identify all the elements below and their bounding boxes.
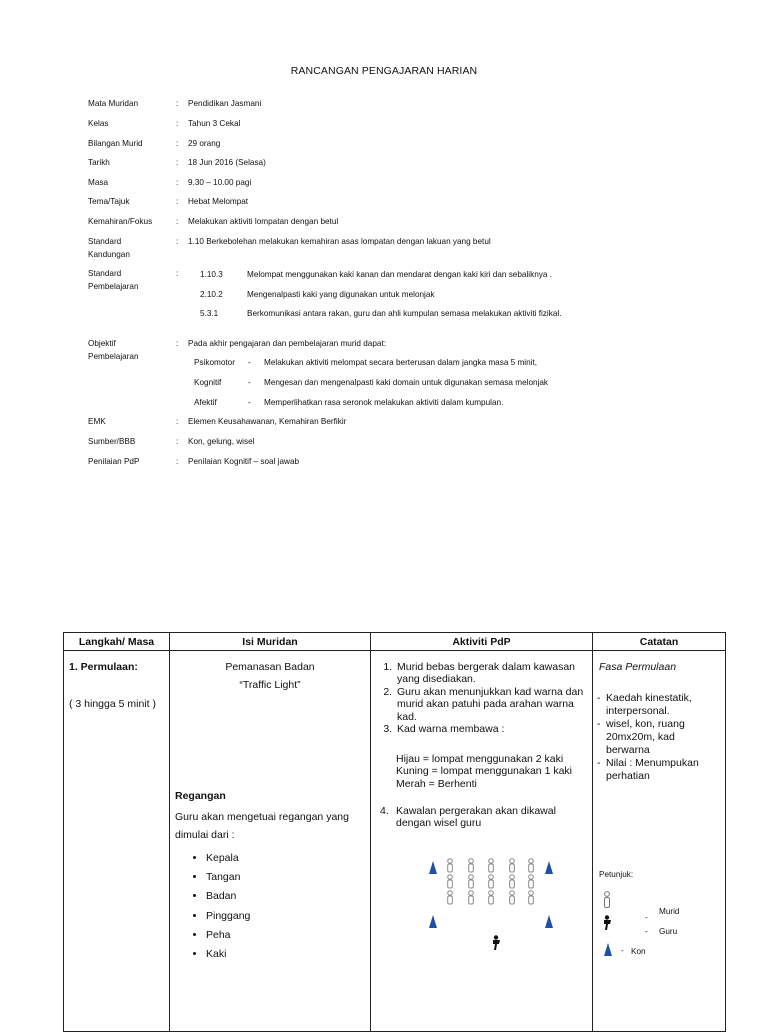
cone-icon <box>604 943 612 956</box>
list-item: 3. Kad warna membawa : <box>395 723 595 735</box>
lesson-table <box>63 632 726 1032</box>
step-title: 1. Permulaan: <box>69 661 138 673</box>
info-value: Melakukan aktiviti lompatan dengan betul <box>188 217 339 226</box>
note-dash: - <box>597 718 601 730</box>
note-text: Kaedah kinestatik, interpersonal. <box>606 692 692 717</box>
table-row <box>64 651 726 1032</box>
info-label <box>88 337 168 363</box>
legend-dash: - <box>645 913 648 922</box>
objektif-text: Memperlihatkan rasa seronok melakukan aktiviti dalam kumpulan. <box>264 398 504 407</box>
info-colon: : <box>176 99 179 108</box>
catatan-cell <box>593 651 726 1032</box>
info-value: 9.30 – 10.00 pagi <box>188 178 252 187</box>
cone-icon <box>429 861 437 874</box>
info-colon: : <box>176 417 179 426</box>
list-item: • Pinggang <box>206 907 250 926</box>
info-value: 1.10 Berkebolehan melakukan kemahiran asas lompatan dengan lakuan yang betul <box>188 237 491 246</box>
student-icon <box>489 859 494 904</box>
warmup-title: Pemanasan Badan <box>225 661 315 673</box>
body-parts-list <box>170 849 250 964</box>
note-item <box>597 692 721 718</box>
warmup-name: “Traffic Light” <box>239 679 301 691</box>
info-label <box>88 235 168 261</box>
color-rule: Merah = Berhenti <box>396 777 477 790</box>
label-line: Objektif <box>88 339 116 348</box>
info-value: Kon, gelung, wisel <box>188 437 255 446</box>
objektif-text: Mengesan dan mengenalpasti kaki domain untuk digunakan semasa melonjak <box>264 378 549 387</box>
langkah-cell <box>64 651 170 1032</box>
info-value: Hebat Melompat <box>188 197 249 206</box>
list-item: • Tangan <box>206 868 250 887</box>
sp-code: 5.3.1 <box>200 309 219 318</box>
header-catatan: Catatan <box>593 633 726 651</box>
info-label: Bilangan Murid <box>88 139 143 148</box>
objektif-dash: - <box>248 398 251 407</box>
list-item: • Kepala <box>206 849 250 868</box>
sp-code: 1.10.3 <box>200 270 223 279</box>
info-colon: : <box>176 217 179 226</box>
stretch-title: Regangan <box>175 790 226 802</box>
objektif-dash: - <box>248 378 251 387</box>
legend-label: Murid <box>659 907 680 916</box>
legend-label: Kon <box>631 947 646 956</box>
info-label: Sumber/BBB <box>88 437 136 446</box>
info-label <box>88 267 168 293</box>
info-label: Mata Muridan <box>88 99 139 108</box>
teacher-icon <box>492 935 502 951</box>
objektif-domain: Psikomotor <box>194 358 235 367</box>
info-label: Kelas <box>88 119 109 128</box>
label-line: Kandungan <box>88 250 130 259</box>
cone-icon <box>545 915 553 928</box>
header-isi: Isi Muridan <box>170 633 371 651</box>
header-aktiviti: Aktiviti PdP <box>371 633 593 651</box>
info-colon: : <box>176 339 179 348</box>
page-title: RANCANGAN PENGAJARAN HARIAN <box>290 65 478 77</box>
info-label: Kemahiran/Fokus <box>88 217 153 226</box>
sp-text: Berkomunikasi antara rakan, guru dan ahli kumpulan semasa melakukan aktiviti fizikal. <box>247 309 562 318</box>
table-header-row <box>64 633 726 651</box>
legend-label: Guru <box>659 927 678 936</box>
info-colon: : <box>176 197 179 206</box>
note-dash: - <box>597 757 601 769</box>
list-item: 2. Guru akan menunjukkan kad warna dan murid akan patuhi pada arahan warna kad. <box>395 686 595 723</box>
list-item: • Kaki <box>206 945 250 964</box>
note-item <box>597 757 721 783</box>
sp-text: Melompat menggunakan kaki kanan dan mendarat dengan kaki kiri dan sebaliknya . <box>247 270 552 279</box>
color-rule: Kuning = lompat menggunakan 1 kaki <box>396 765 572 778</box>
info-colon: : <box>176 178 179 187</box>
label-line: Standard <box>88 269 122 278</box>
info-value: Elemen Keusahawanan, Kemahiran Berfikir <box>188 417 347 426</box>
notes-list <box>597 692 721 783</box>
stretch-intro: Guru akan mengetuai regangan yang dimulai dari : <box>175 811 349 841</box>
info-value: Pendidikan Jasmani <box>188 99 262 108</box>
sp-text: Mengenalpasti kaki yang digunakan untuk melonjak <box>247 290 435 299</box>
info-label: Tarikh <box>88 158 110 167</box>
list-item: • Peha <box>206 926 250 945</box>
objektif-dash: - <box>248 358 251 367</box>
info-colon: : <box>176 158 179 167</box>
isi-cell <box>170 651 371 1032</box>
student-icon <box>510 859 515 904</box>
phase-label: Fasa Permulaan <box>599 661 677 673</box>
info-value: 18 Jun 2016 (Selasa) <box>188 158 266 167</box>
sp-code: 2.10.2 <box>200 290 223 299</box>
info-label: Penilaian PdP <box>88 457 140 466</box>
note-text: wisel, kon, ruang 20mx20m, kad berwarna <box>606 718 685 756</box>
info-colon: : <box>176 139 179 148</box>
label-line: Pembelajaran <box>88 352 139 361</box>
note-text: Nilai : Menumpukan perhatian <box>606 757 699 782</box>
label-line: Pembelajaran <box>88 282 139 291</box>
list-item: • Badan <box>206 887 250 906</box>
step-time: ( 3 hingga 5 minit ) <box>69 698 156 710</box>
student-icon <box>448 859 453 904</box>
step-four-text: Kawalan pergerakan akan dikawal dengan wisel guru <box>396 805 556 830</box>
info-colon: : <box>176 269 179 278</box>
student-icon <box>529 859 534 904</box>
activity-steps <box>373 661 595 735</box>
info-colon: : <box>176 437 179 446</box>
objektif-intro: Pada akhir pengajaran dan pembelajaran murid dapat: <box>188 339 386 348</box>
teacher-icon <box>603 915 613 931</box>
legend-dash: - <box>621 946 624 955</box>
info-label: EMK <box>88 417 106 426</box>
objektif-domain: Afektif <box>194 398 217 407</box>
color-rule: Hijau = lompat menggunakan 2 kaki <box>396 753 564 765</box>
cone-icon <box>429 915 437 928</box>
info-label: Masa <box>88 178 109 187</box>
info-colon: : <box>176 237 179 246</box>
student-icon <box>603 891 611 909</box>
info-colon: : <box>176 119 179 128</box>
note-dash: - <box>597 692 601 704</box>
info-value: Penilaian Kognitif – soal jawab <box>188 457 300 466</box>
label-line: Standard <box>88 237 122 246</box>
info-value: Tahun 3 Cekal <box>188 119 241 128</box>
list-item: 1. Murid bebas bergerak dalam kawasan yang disediakan. <box>395 661 595 686</box>
step-number: 4. <box>380 805 389 817</box>
aktiviti-cell <box>371 651 593 1032</box>
note-item <box>597 718 721 757</box>
info-label: Tema/Tajuk <box>88 197 130 206</box>
info-colon: : <box>176 457 179 466</box>
objektif-text: Melakukan aktiviti melompat secara berterusan dalam jangka masa 5 minit, <box>264 358 538 367</box>
info-value: 29 orang <box>188 139 221 148</box>
color-cards <box>396 753 572 790</box>
student-columns <box>443 857 543 935</box>
cone-icon <box>545 861 553 874</box>
header-langkah: Langkah/ Masa <box>64 633 170 651</box>
legend-dash: - <box>645 927 648 936</box>
student-icon <box>469 859 474 904</box>
objektif-domain: Kognitif <box>194 378 222 387</box>
legend-title: Petunjuk: <box>599 870 634 879</box>
